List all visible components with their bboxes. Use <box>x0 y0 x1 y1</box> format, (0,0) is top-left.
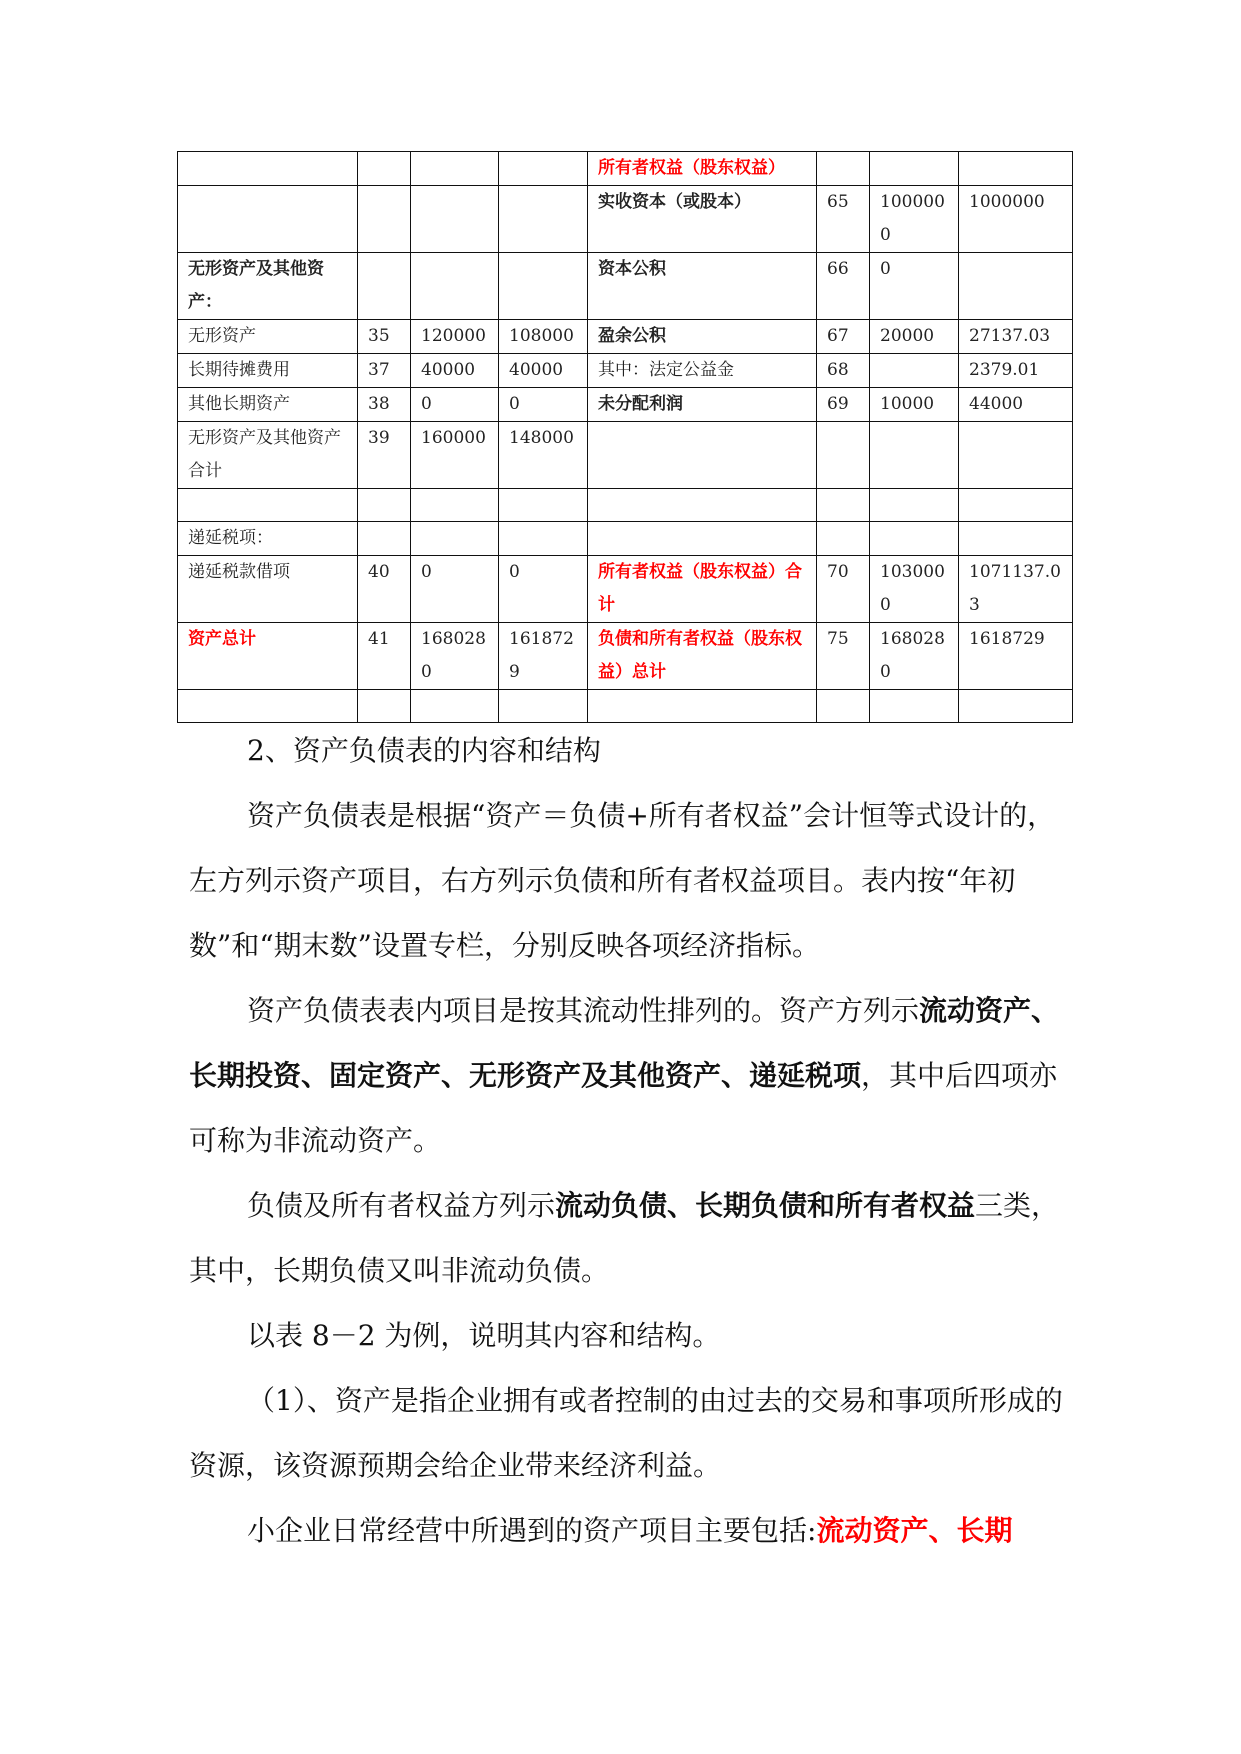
table-cell <box>870 422 959 489</box>
table-cell: 39 <box>358 422 411 489</box>
table-cell <box>959 422 1073 489</box>
table-cell <box>870 354 959 388</box>
table-cell <box>411 186 499 253</box>
table-cell <box>178 152 358 186</box>
paragraph-2-tail: ，其中后四项亦可称为非流动资产。 <box>189 1059 1058 1157</box>
table-cell: 长期待摊费用 <box>178 354 358 388</box>
table-cell: 其他长期资产 <box>178 388 358 422</box>
paragraph-2-bold: 流动资产、长期投资、固定资产、无形资产及其他资产、递延税项 <box>189 994 1060 1092</box>
table-cell <box>411 522 499 556</box>
balance-sheet-table <box>177 151 1073 723</box>
table-cell <box>959 489 1073 522</box>
paragraph-1: 资产负债表是根据“资产＝负债+所有者权益”会计恒等式设计的，左方列示资产项目，右方列示负债和所有者权益项目。表内按“年初数”和“期末数”设置专栏，分别反映各项经济指标。 <box>189 799 1056 962</box>
table-row <box>178 152 1073 186</box>
table-cell: 1618729 <box>499 623 588 690</box>
table-cell: 160000 <box>411 422 499 489</box>
table-cell: 递延税项： <box>178 522 358 556</box>
table-cell <box>870 522 959 556</box>
table-cell: 70 <box>817 556 870 623</box>
table-row <box>178 388 1073 422</box>
paragraph-4: 以表 8－2 为例，说明其内容和结构。 <box>247 1319 721 1352</box>
table-cell: 66 <box>817 253 870 320</box>
table-cell: 1030000 <box>870 556 959 623</box>
table-cell: 69 <box>817 388 870 422</box>
paragraph-3-tail: 三类，其中，长期负债又叫非流动负债。 <box>189 1189 1060 1287</box>
table-row <box>178 522 1073 556</box>
paragraph-2 <box>189 978 1079 1173</box>
table-row <box>178 623 1073 690</box>
table-row <box>178 320 1073 354</box>
table-cell: 75 <box>817 623 870 690</box>
table-cell: 资本公积 <box>588 253 817 320</box>
table-cell: 所有者权益（股东权益）合计 <box>588 556 817 623</box>
table-cell <box>499 489 588 522</box>
table-cell: 10000 <box>870 388 959 422</box>
table-cell: 0 <box>870 253 959 320</box>
table-cell <box>588 422 817 489</box>
table-cell: 1000000 <box>959 186 1073 253</box>
table-cell: 无形资产及其他资产： <box>178 253 358 320</box>
table-cell <box>411 489 499 522</box>
table-cell <box>411 152 499 186</box>
table-cell: 0 <box>411 556 499 623</box>
table-cell <box>959 253 1073 320</box>
table-cell <box>959 152 1073 186</box>
table-cell <box>817 422 870 489</box>
table-cell <box>588 522 817 556</box>
table-row <box>178 354 1073 388</box>
table-cell <box>817 522 870 556</box>
table-cell: 实收资本（或股本） <box>588 186 817 253</box>
table-cell <box>358 522 411 556</box>
table-row <box>178 489 1073 522</box>
table-cell: 40000 <box>411 354 499 388</box>
table-cell: 递延税款借项 <box>178 556 358 623</box>
table-cell: 44000 <box>959 388 1073 422</box>
table-cell <box>959 522 1073 556</box>
table-cell: 41 <box>358 623 411 690</box>
table-cell: 35 <box>358 320 411 354</box>
table-cell: 37 <box>358 354 411 388</box>
table-cell <box>817 152 870 186</box>
table-cell: 负债和所有者权益（股东权益）总计 <box>588 623 817 690</box>
table-cell <box>499 522 588 556</box>
table-cell: 68 <box>817 354 870 388</box>
table-cell: 1680280 <box>411 623 499 690</box>
table-cell <box>499 253 588 320</box>
table-cell: 148000 <box>499 422 588 489</box>
table-cell <box>358 186 411 253</box>
table-cell: 0 <box>411 388 499 422</box>
table-cell: 27137.03 <box>959 320 1073 354</box>
table-cell: 所有者权益（股东权益） <box>588 152 817 186</box>
paragraph-2-text: 资产负债表表内项目是按其流动性排列的。资产方列示 <box>247 994 920 1027</box>
table-cell <box>358 489 411 522</box>
section-heading: 2、资产负债表的内容和结构 <box>247 734 601 767</box>
table-cell <box>870 152 959 186</box>
table-cell: 未分配利润 <box>588 388 817 422</box>
table-cell: 资产总计 <box>178 623 358 690</box>
table-cell: 67 <box>817 320 870 354</box>
table-cell: 120000 <box>411 320 499 354</box>
table-cell <box>499 186 588 253</box>
table-row <box>178 556 1073 623</box>
table-cell: 108000 <box>499 320 588 354</box>
table-cell: 0 <box>499 556 588 623</box>
table-cell: 0 <box>499 388 588 422</box>
table-cell: 2379.01 <box>959 354 1073 388</box>
table-cell: 1618729 <box>959 623 1073 690</box>
table-cell <box>358 253 411 320</box>
table-cell: 40 <box>358 556 411 623</box>
table-cell: 其中：法定公益金 <box>588 354 817 388</box>
table-cell: 盈余公积 <box>588 320 817 354</box>
table-cell <box>178 489 358 522</box>
paragraph-5: （1）、资产是指企业拥有或者控制的由过去的交易和事项所形成的资源，该资源预期会给企业带来经济利益。 <box>189 1384 1063 1482</box>
table-cell: 38 <box>358 388 411 422</box>
paragraph-3 <box>189 1173 1079 1303</box>
paragraph-6-highlight: 流动资产、长期 <box>816 1514 1013 1547</box>
table-row <box>178 253 1073 320</box>
table-cell <box>870 489 959 522</box>
paragraph-3-bold: 流动负债、长期负债和所有者权益 <box>555 1189 976 1222</box>
table-cell <box>588 489 817 522</box>
table-cell: 65 <box>817 186 870 253</box>
table-cell <box>499 152 588 186</box>
table-row <box>178 422 1073 489</box>
table-cell: 1000000 <box>870 186 959 253</box>
table-cell <box>817 489 870 522</box>
table-cell <box>178 186 358 253</box>
table-row <box>178 186 1073 253</box>
table-cell <box>411 253 499 320</box>
table-cell: 无形资产及其他资产合计 <box>178 422 358 489</box>
table-cell: 1071137.03 <box>959 556 1073 623</box>
table-cell: 40000 <box>499 354 588 388</box>
table-cell: 20000 <box>870 320 959 354</box>
paragraph-6 <box>189 1498 1079 1563</box>
table-cell: 无形资产 <box>178 320 358 354</box>
paragraph-3-text: 负债及所有者权益方列示 <box>247 1189 556 1222</box>
table-cell <box>358 152 411 186</box>
paragraph-6-text: 小企业日常经营中所遇到的资产项目主要包括: <box>247 1514 817 1547</box>
table-cell: 1680280 <box>870 623 959 690</box>
